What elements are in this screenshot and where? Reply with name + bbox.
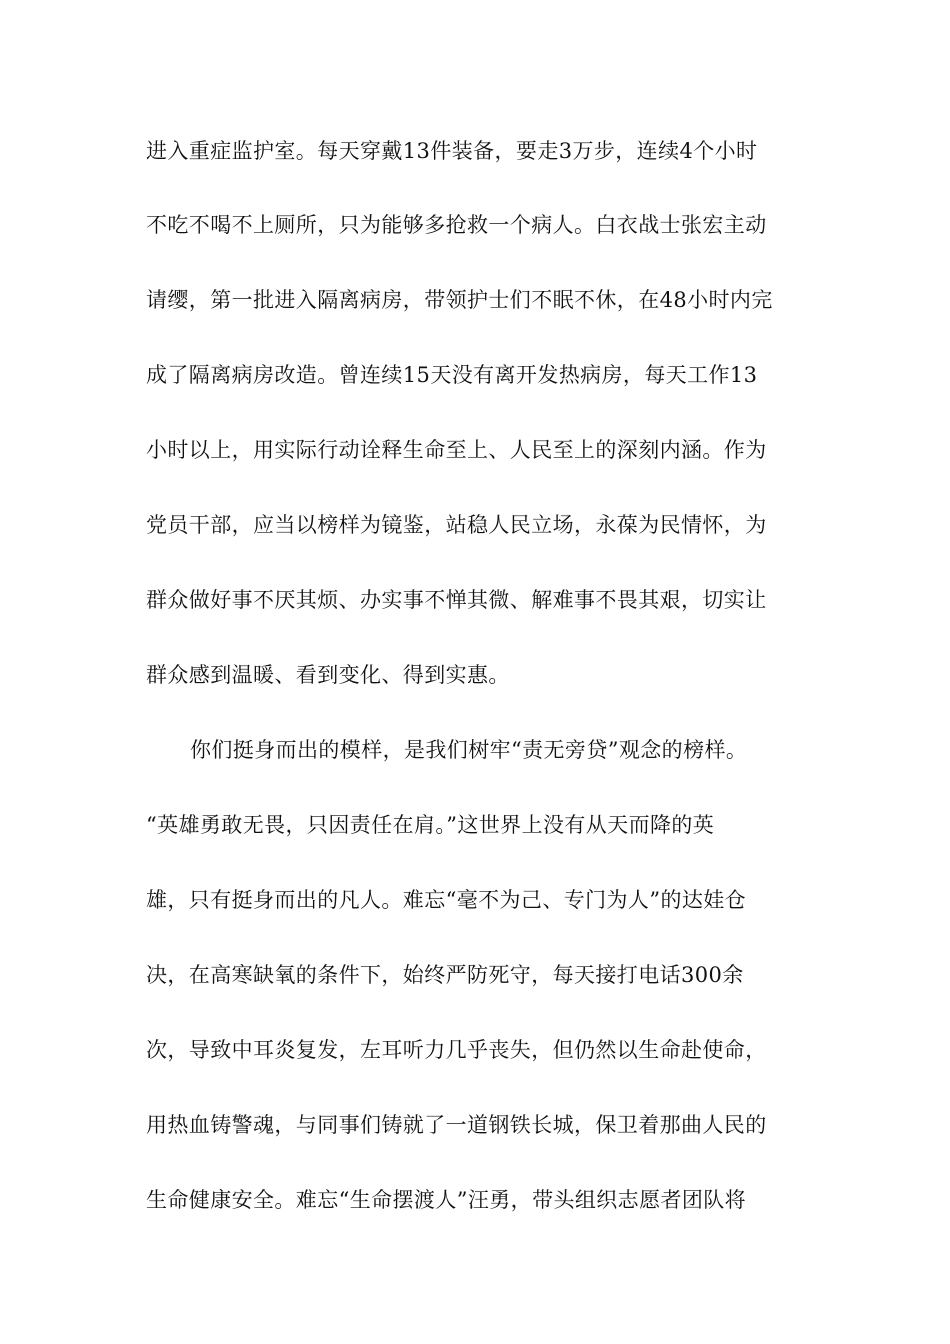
text-line: 用热血铸警魂，与同事们铸就了一道钢铁长城，保卫着那曲人民的 xyxy=(146,1113,767,1137)
text-line: 党员干部，应当以榜样为镜鉴，站稳人民立场，永葆为民情怀，为 xyxy=(146,513,767,537)
text-line: 请缨，第一批进入隔离病房，带领护士们不眠不休，在48小时内完 xyxy=(146,288,773,312)
text-line: 雄，只有挺身而出的凡人。难忘“毫不为己、专门为人”的达娃仓 xyxy=(146,888,747,912)
paragraph-first-line: 你们挺身而出的模样，是我们树牢“责无旁贷”观念的榜样。 xyxy=(190,738,748,762)
text-line: 成了隔离病房改造。曾连续15天没有离开发热病房，每天工作13 xyxy=(146,363,758,387)
text-line: 生命健康安全。难忘“生命摆渡人”汪勇，带头组织志愿者团队将 xyxy=(146,1188,747,1212)
text-line: 决，在高寒缺氧的条件下，始终严防死守，每天接打电话300余 xyxy=(146,963,744,987)
text-line: “英雄勇敢无畏，只因责任在肩。”这世界上没有从天而降的英 xyxy=(146,813,715,837)
text-line: 进入重症监护室。每天穿戴13件装备，要走3万步，连续4个小时 xyxy=(146,139,758,163)
text-line: 不吃不喝不上厕所，只为能够多抢救一个病人。白衣战士张宏主动 xyxy=(146,213,767,237)
text-line: 群众做好事不厌其烦、办实事不惮其微、解难事不畏其艰，切实让 xyxy=(146,588,767,612)
text-line: 次，导致中耳炎复发，左耳听力几乎丧失，但仍然以生命赴使命， xyxy=(146,1038,767,1062)
text-line: 群众感到温暖、看到变化、得到实惠。 xyxy=(146,663,510,687)
text-line: 小时以上，用实际行动诠释生命至上、人民至上的深刻内涵。作为 xyxy=(146,438,767,462)
